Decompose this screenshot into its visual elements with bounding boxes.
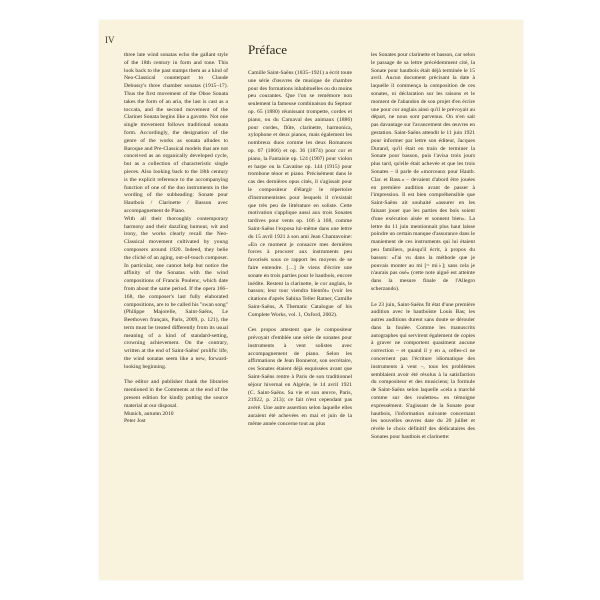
paragraph: Le 23 juin, Saint-Saëns fit état d'une première audition avec le hautboïste Louis Bas; les autres auditions durent sans doute se dérouler dans la foulée. Comme les manuscrits autographes qui servirent également de copies à graver ne comportent quasiment aucune correction – et quand il y en a, celles-ci ne concernent pas l'écriture idiomatique des instruments à vent –, tous les problèmes semblaient avoir été résolus à la satisfaction du compositeur et des musiciens; la formule de Saint-Saëns selon laquelle «cela a marché comme sur des roulettes» en témoigne expressément. S'agissant de la Sonate pour hautbois, l'information suivante concernant les nouvelles œuvres date du 20 juillet et révèle le choix définitif des dédicataires des Sonates pour hautbois et clarinette: — [371, 301, 475, 441]
english-preface-column — [124, 52, 228, 572]
page-number: IV — [105, 35, 115, 45]
page-title: Préface — [248, 42, 287, 57]
paragraph: Ces propos attestent que le compositeur prévoyait d'emblée une série de sonates pour instruments à vent solistes avec accompagnement de piano. Selon les affirmations de Jean Bonnerot, son secrétaire, ces Sonates étaient déjà esquissées avant que Saint-Saëns rentre à Paris de son traditionnel séjour hivernal en Algérie, le 14 avril 1921 (C. Saint-Saëns. Sa vie et son œuvre, Paris, 21922, p. 213); ce fait n'est cependant pas avéré. Une autre assertion selon laquelle elles auraient été achevées en mai et juin de la même année concerne tout au plus — [248, 327, 352, 427]
paragraph: With all their thoroughly contemporary harmony and their dazzling humour, wit and irony, the works clearly recall the Neo-Classical movement cultivated by young composers around 1920. Indeed, they belie the cliché of an aging, out-of-touch composer. In particular, one cannot help but notice the affinity of the Sonatas with the wind compositions of Francis Poulenc, which date from about the same period. If the opera 166–168, the composer's last fully elaborated compositions, are to be called his "swan song" (Philippe Majorelle, Saint-Saëns, Le Beethoven français, Paris, 2009, p. 121), the term must be treated differently from its usual meaning of a kind of standard-setting, crowning achievement. On the contrary, written at the end of Saint-Saëns' prolific life, the wind sonatas seem like a new, forward-looking beginning. — [124, 215, 228, 370]
paragraph: Camille Saint-Saëns (1835–1921) a écrit toute une série d'œuvres de musique de chambre pour des formations inhabituelles ou du moins peu courantes. Que l'on se remémore non seulement la fameuse combinaison du Septuor op. 65 (1880) réunissant trompette, cordes et piano, ou du Carnaval des animaux (1886) pour cordes, flûte, clarinette, harmonica, xylophone et deux pianos, mais également les nombreux duos comme les deux Romances op. 67 (1866) et op. 36 (1874) pour cor et piano, la Fantaisie op. 124 (1907) pour violon et harpe ou la Cavatine op. 144 (1915) pour trombone ténor et piano. Précisément dans le cas des dernières opus cités, il s'agissait pour le compositeur d'élargir le répertoire d'instrumentistes pour lesquels il n'existait que très peu de littérature en soliste. Cette motivation s'applique aussi aux trois Sonates tardives pour vents op. 166 à 168, comme Saint-Saëns l'exposa lui-même dans une lettre du 15 avril 1921 à son ami Jean Chantavoine: «En ce moment je consacre mes dernières forces à procurer aux instruments peu favorisés sous ce rapport les moyens de se faire entendre. […] Je viens d'écrire une sonate en trois parties pour le hautbois, encore inédite. Restent la clarinette, le cor anglais, le basson; leur tour viendra bientôt» (voir les citations d'après Sabina Teller Ratner, Camille Saint-Saëns, A Thematic Catalogue of his Complete Works, vol. 1, Oxford, 2002). — [248, 70, 352, 318]
paragraph: three late wind sonatas echo the gallant style of the 18th century in form and tone. This look back to the past stamps them as a kind of Neo-Classical counterpart to Claude Debussy's three chamber sonatas (1915–17). Thus the first movement of the Oboe Sonata takes the form of an aria, the last is cast as a toccata, and the second movement of the Clarinet Sonata begins like a gavotte. Not one single movement follows traditional sonata form. Accordingly, the designation of the genre of the works as sonata alludes to Baroque and Pre-Classical models that are not conceived as an organically developed cycle, but as a collection of characteristic single pieces. Also looking back to the 18th century is the explicit reference to the accompanying function of one of the duo instruments in the wording of the subheading: Sonate pour Hautbois / Clarinette / Basson avec accompagnement de Piano. — [124, 52, 228, 214]
french-preface-column-1 — [248, 70, 352, 570]
paragraph: The editor and publisher thank the libraries mentioned in the Comments at the end of the present edition for kindly putting the source material at our disposal. — [124, 379, 228, 409]
french-preface-column-2 — [371, 52, 475, 572]
paragraph: les Sonates pour clarinette et basson, car selon le passage de sa lettre précédemment cité, la Sonate pour hautbois était déjà terminée le 15 avril. Aucun document précisant la date à laquelle il commença la composition de ces sonates, ni déclaration sur les raisons et le moment de l'abandon de son projet d'en écrire une pour cor anglais ainsi qu'il le prévoyait au départ, ne nous sont parvenus. On n'en sait pas davantage sur l'avancement des œuvres en gestation. Saint-Saëns attendit le 11 juin 1921 pour informer par lettre son éditeur, Jacques Durand, qu'il était en train de terminer la Sonate pour basson, puis l'avisa trois jours plus tard, qu'elle était achevée et que les trois Sonates – il parle de «morceaux pour Hautb. Clar. et Bass.» – devaient d'abord être jouées en première audition avant de passer à l'impression. Il est bien compréhensible que Saint-Saëns ait souhaité «assurer en les faisant jouer que les parties des bois soient d'une exécution aisée et sonnent bien». La lettre du 11 juin mentionnait plus haut laisse poindre un certain manque d'assurance dans le maniement de ces instruments qui lui étaient peu familiers, puisqu'il écrit, à propos du basson: «J'ai vu dans la méthode que je pouvais monter au mi [= mi♭]; sans cela je n'aurais pas osé» (cette note aiguë est atteinte dans la mesure finale de l'Allegro scherzando). — [371, 52, 475, 292]
signature-place: Munich, autumn 2010 — [124, 410, 174, 417]
signature-name: Peter Jost — [124, 418, 146, 425]
